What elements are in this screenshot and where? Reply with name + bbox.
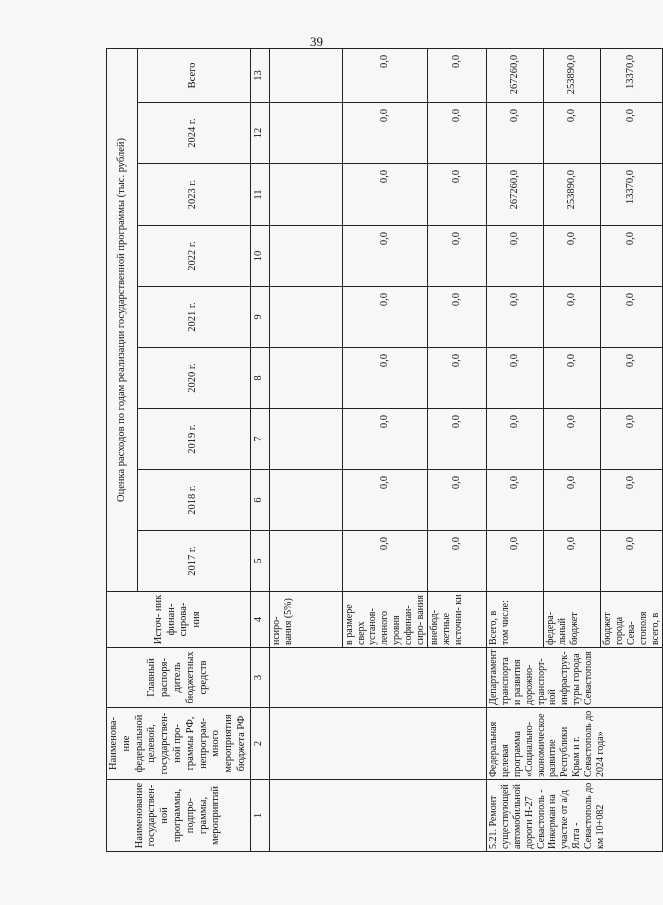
value-cell: 0,0 <box>342 48 428 102</box>
funding-source-cell: нсиро- вания (5%) <box>269 592 342 648</box>
funding-source-cell: в размере сверх установ- ленного уровня софинан- сиро- вания <box>342 592 428 648</box>
column-number: 1 <box>250 780 269 852</box>
header-row-group <box>107 48 138 851</box>
column-number: 13 <box>250 48 269 102</box>
value-cell: 0,0 <box>601 226 663 287</box>
rotated-table-frame <box>106 48 661 852</box>
header-year-2021: 2021 г. <box>137 287 250 348</box>
value-cell: 0,0 <box>342 103 428 164</box>
value-cell: 0,0 <box>487 531 544 592</box>
funding-source-cell: внебюд- жетные источни- ки <box>428 592 487 648</box>
column-number: 8 <box>250 348 269 409</box>
value-cell: 0,0 <box>428 103 487 164</box>
value-cell: 0,0 <box>487 287 544 348</box>
value-cell: 0,0 <box>544 470 601 531</box>
value-cell: 0,0 <box>601 470 663 531</box>
value-cell: 0,0 <box>342 287 428 348</box>
value-cell: 0,0 <box>544 531 601 592</box>
column-number: 4 <box>250 592 269 648</box>
value-cell: 0,0 <box>487 103 544 164</box>
value-cell <box>269 226 342 287</box>
table-row <box>269 48 342 851</box>
value-cell <box>269 48 342 102</box>
header-expense-estimate: Оценка расходов по годам реализации государственной программы (тыс. рублей) <box>107 48 138 591</box>
value-cell <box>269 531 342 592</box>
column-number: 9 <box>250 287 269 348</box>
value-cell: 0,0 <box>544 287 601 348</box>
funding-source-cell: бюджет города Сева- стополя всего, в <box>601 592 663 648</box>
value-cell: 0,0 <box>342 348 428 409</box>
federal-program-cell-empty <box>269 708 487 780</box>
column-number: 12 <box>250 103 269 164</box>
value-cell: 0,0 <box>428 409 487 470</box>
value-cell: 267260,0 <box>487 48 544 102</box>
header-federal-program: Наименова- ние федеральной целевой, государствен- ной про- граммы РФ, непрограм- много мероприятия бюджета РФ <box>107 708 251 780</box>
manager-cell: Департамент транспорта и развития дорожно- транспорт- ной инфраструк- туры города Севастополя <box>487 648 663 708</box>
value-cell: 0,0 <box>428 164 487 226</box>
header-year-2019: 2019 г. <box>137 409 250 470</box>
value-cell: 0,0 <box>544 348 601 409</box>
value-cell: 13370,0 <box>601 164 663 226</box>
header-year-2018: 2018 г. <box>137 470 250 531</box>
budget-table <box>106 48 663 852</box>
header-budget-manager: Главный распоря- дитель бюджетных средств <box>107 648 251 708</box>
value-cell: 0,0 <box>342 164 428 226</box>
value-cell <box>269 348 342 409</box>
value-cell: 0,0 <box>487 348 544 409</box>
value-cell: 0,0 <box>342 226 428 287</box>
value-cell: 0,0 <box>544 226 601 287</box>
header-year-2023: 2023 г. <box>137 164 250 226</box>
value-cell: 0,0 <box>342 409 428 470</box>
column-number: 11 <box>250 164 269 226</box>
value-cell <box>269 103 342 164</box>
column-number: 6 <box>250 470 269 531</box>
value-cell: 0,0 <box>342 470 428 531</box>
program-cell-empty <box>269 780 487 852</box>
table-row <box>487 48 544 851</box>
header-year-2020: 2020 г. <box>137 348 250 409</box>
value-cell: 0,0 <box>428 348 487 409</box>
value-cell: 0,0 <box>601 287 663 348</box>
value-cell: 267260,0 <box>487 164 544 226</box>
header-year-2024: 2024 г. <box>137 103 250 164</box>
column-number: 3 <box>250 648 269 708</box>
header-year-2022: 2022 г. <box>137 226 250 287</box>
value-cell <box>269 164 342 226</box>
value-cell: 0,0 <box>428 48 487 102</box>
header-total: Всего <box>137 48 250 102</box>
value-cell: 0,0 <box>428 470 487 531</box>
column-number: 2 <box>250 708 269 780</box>
value-cell <box>269 287 342 348</box>
value-cell: 253890,0 <box>544 48 601 102</box>
value-cell: 0,0 <box>487 409 544 470</box>
federal-program-cell: Федеральная целевая программа «Социально- экономическое развитие Республики Крым и г. Севастополь до 2024 года» <box>487 708 663 780</box>
value-cell: 0,0 <box>544 409 601 470</box>
value-cell <box>269 409 342 470</box>
column-numbers-row <box>250 48 269 851</box>
page-number: 39 <box>310 34 323 49</box>
value-cell <box>269 470 342 531</box>
budget-table-container <box>106 48 661 852</box>
header-year-2017: 2017 г. <box>137 531 250 592</box>
funding-source-cell: федера- льный бюджет <box>544 592 601 648</box>
value-cell: 253890,0 <box>544 164 601 226</box>
value-cell: 0,0 <box>428 531 487 592</box>
value-cell: 0,0 <box>428 287 487 348</box>
column-number: 5 <box>250 531 269 592</box>
funding-source-cell: Всего, в том числе: <box>487 592 544 648</box>
value-cell: 0,0 <box>544 103 601 164</box>
column-number: 10 <box>250 226 269 287</box>
program-cell: 5.21. Ремонт существующей автомобильной дороги Н-27 Севастополь - Инкерман на участке от а/д Ялта - Севастополь до км 10+082 <box>487 780 663 852</box>
value-cell: 0,0 <box>428 226 487 287</box>
value-cell: 0,0 <box>342 531 428 592</box>
value-cell: 13370,0 <box>601 48 663 102</box>
value-cell: 0,0 <box>601 103 663 164</box>
value-cell: 0,0 <box>601 348 663 409</box>
column-number: 7 <box>250 409 269 470</box>
value-cell: 0,0 <box>601 531 663 592</box>
value-cell: 0,0 <box>601 409 663 470</box>
header-funding-source: Источ- ник финан- сирова- ния <box>107 592 251 648</box>
header-program-name: Наименование государствен- ной программы, подпро- граммы, мероприятий <box>107 780 251 852</box>
manager-cell-empty <box>269 648 487 708</box>
value-cell: 0,0 <box>487 470 544 531</box>
value-cell: 0,0 <box>487 226 544 287</box>
